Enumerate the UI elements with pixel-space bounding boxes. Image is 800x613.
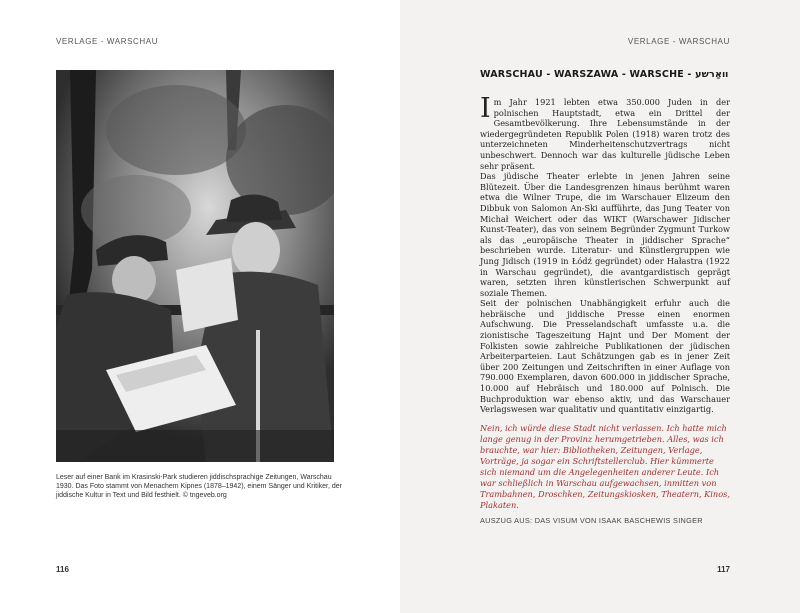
drop-cap: I: [480, 93, 491, 124]
paragraph-1: [480, 93, 730, 171]
quote-source: AUSZUG AUS: DAS VISUM VON ISAAK BASCHEWIS SINGER: [480, 516, 703, 525]
paragraph-1-text: m Jahr 1921 lebten etwa 350.000 Juden in der polnischen Hauptstadt, etwa ein Drittel der Gesamtbevölkerung. Ihre Lebensumstände in der wiedergegründeten Republik Polen (1918) waren trotz des unterzeichneten Minderheitenschutzvertrags nicht unbeschwert. Dennoch war das kulturelle jüdische Leben sehr präsent.: [480, 97, 730, 171]
historical-photo: [56, 70, 334, 462]
running-head-right: VERLAGE - WARSCHAU: [627, 37, 730, 46]
paragraph-2: Das jüdische Theater erlebte in jenen Jahren seine Blütezeit. Über die Landesgrenzen hinaus berühmt waren etwa die Wilner Trupe, die im Warschauer Elizeum den Dibbuk von Salomon An-Ski aufführte, das Jung Teater von Michał Weichert oder das WIKT (Warschawer Jidischer Kunst-Teater), das von seinem Begründer Zygmunt Turkow als das „europäische Theater in jiddischer Sprache“ beschrieben wurde. Literatur- und Künstlergruppen wie Jung Jidisch (1919 in Łódź gegründet) oder Hałastra (1922 in Warschau gegründet), die avantgardistisch geprägt waren, setzten ihren künstlerischen Schwerpunkt auf soziale Themen.: [480, 171, 730, 298]
right-page: [400, 0, 800, 613]
page-number-left: 116: [56, 565, 69, 574]
body-text: [480, 93, 730, 415]
section-heading: [480, 69, 729, 80]
paragraph-3: Seit der polnischen Unabhängigkeit erfuhr auch die hebräische und jiddische Presse einen enormen Aufschwung. Die Presselandschaft umfasste u.a. die zionistische Tageszeitung Hajnt und Der Moment der Folkisten sowie zahlreiche Publikationen der jüdischen Arbeiterparteien. Laut Schätzungen gab es in jener Zeit über 200 Zeitungen und Zeitschriften in einer Auflage von 790.000 Exemplaren, davon 600.000 in jiddischer Sprache, 10.000 auf Hebräisch und 180.000 auf Polnisch. Die Buchproduktion war ebenso aktiv, und das Warschauer Verlagswesen war qualitativ und quantitativ einzigartig.: [480, 298, 730, 415]
photo-caption: Leser auf einer Bank im Krasinski-Park studieren jiddischsprachige Zeitungen, Warschau 1930. Das Foto stammt von Menachem Kipnes (1878–1942), einem Sänger und Kritiker, der jiddische Kultur in Text und Bild festhielt. © tngeveb.org: [56, 474, 342, 499]
heading-latin: WARSCHAU - WARSZAWA - WARSCHE -: [480, 69, 696, 80]
page-number-right: 117: [717, 565, 730, 574]
heading-hebrew: װאַרשע: [695, 69, 729, 80]
running-head-left: VERLAGE - WARSCHAU: [56, 37, 159, 46]
pull-quote: Nein, ich würde diese Stadt nicht verlassen. Ich hatte mich lange genug in der Provinz herumgetrieben. Alles, was ich brauchte, war hier: Bibliotheken, Zeitungen, Verlage, Vorträge, ja sogar ein Schriftstellerclub. Hier kümmerte sich niemand um die Angelegenheiten anderer Leute. Ich war schließlich in Warschau aufgewachsen, inmitten von Trambahnen, Droschken, Zeitungskiosken, Theatern, Kinos, Plakaten.: [480, 423, 730, 510]
